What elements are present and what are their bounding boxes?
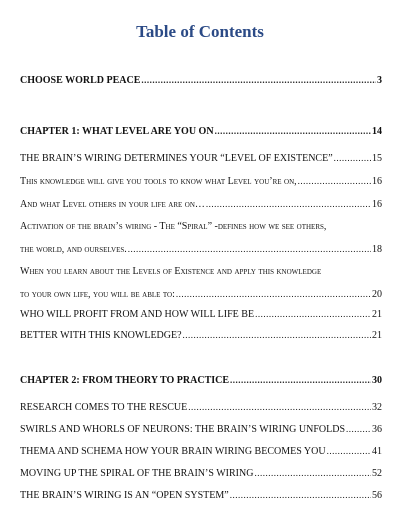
toc-entry-label: the world, and ourselves. bbox=[20, 244, 127, 255]
toc-page-number: 56 bbox=[372, 490, 382, 501]
toc-entry-label: MOVING UP THE SPIRAL OF THE BRAIN’S WIRING bbox=[20, 468, 254, 479]
toc-entry-activation-line-1[interactable] bbox=[20, 221, 382, 233]
toc-entry-label: WHO WILL PROFIT FROM AND HOW WILL LIFE BE bbox=[20, 309, 255, 320]
toc-entry-label: BETTER WITH THIS KNOWLEDGE? bbox=[20, 330, 182, 341]
toc-page-number: 36 bbox=[372, 424, 382, 435]
toc-entry-label: CHAPTER 1: WHAT LEVEL ARE YOU ON bbox=[20, 126, 214, 137]
toc-page-number: 16 bbox=[372, 176, 382, 187]
dot-leader bbox=[128, 243, 371, 255]
toc-entry-activation-line-2[interactable] bbox=[20, 243, 382, 256]
toc-entry-swirls-whorls[interactable] bbox=[20, 423, 382, 436]
toc-entry-chapter-1[interactable] bbox=[20, 125, 382, 138]
dot-leader bbox=[230, 489, 371, 501]
dot-leader bbox=[176, 288, 371, 300]
toc-entry-label: SWIRLS AND WHORLS OF NEURONS: THE BRAIN’S WIRING UNFOLDS bbox=[20, 424, 346, 435]
dot-leader bbox=[346, 423, 371, 435]
dot-leader bbox=[255, 308, 371, 320]
toc-entry-levels-line-2[interactable] bbox=[20, 288, 382, 301]
toc-entry-label: This knowledge will give you tools to know what Level you’re on, bbox=[20, 176, 297, 187]
toc-entry-levels-line-1[interactable] bbox=[20, 266, 382, 278]
toc-title: Table of Contents bbox=[136, 22, 264, 41]
toc-entry-label: CHAPTER 2: FROM THEORY TO PRACTICE bbox=[20, 375, 230, 386]
toc-page-number: 52 bbox=[372, 468, 382, 479]
dot-leader bbox=[188, 401, 371, 413]
toc-page-number: 14 bbox=[372, 126, 382, 137]
toc-entry-open-system[interactable] bbox=[20, 489, 382, 502]
dot-leader bbox=[183, 329, 371, 341]
toc-entry-label: And what Level others in your life are on… bbox=[20, 199, 205, 210]
dot-leader bbox=[254, 467, 371, 479]
toc-entry-label: Activation of the brain’s wiring - The “Spiral” -defines how we see others, bbox=[20, 221, 327, 232]
dot-leader bbox=[334, 152, 371, 164]
toc-entry-label: RESEARCH COMES TO THE RESCUE bbox=[20, 402, 188, 413]
toc-page-number: 41 bbox=[372, 446, 382, 457]
toc-entry-choose-world-peace[interactable] bbox=[20, 74, 382, 87]
toc-entry-moving-up-spiral[interactable] bbox=[20, 467, 382, 480]
toc-page-number: 16 bbox=[372, 199, 382, 210]
toc-entry-thema-schema[interactable] bbox=[20, 445, 382, 458]
toc-entry-who-will-profit[interactable] bbox=[20, 308, 382, 321]
toc-entry-research-rescue[interactable] bbox=[20, 401, 382, 414]
toc-entry-chapter-2[interactable] bbox=[20, 374, 382, 387]
toc-page-number: 21 bbox=[372, 309, 382, 320]
toc-page-number: 30 bbox=[372, 375, 382, 386]
dot-leader bbox=[206, 198, 371, 210]
toc-entry-label: THEMA AND SCHEMA HOW YOUR BRAIN WIRING BECOMES YOU bbox=[20, 446, 326, 457]
toc-page-number: 32 bbox=[372, 402, 382, 413]
dot-leader bbox=[141, 74, 376, 86]
dot-leader bbox=[215, 125, 371, 137]
toc-entry-label: to your own life, you will be able to: bbox=[20, 289, 175, 300]
toc-entry-brains-wiring-determines[interactable] bbox=[20, 152, 382, 165]
toc-entry-label: THE BRAIN’S WIRING IS AN “OPEN SYSTEM” bbox=[20, 490, 229, 501]
toc-page-number: 3 bbox=[377, 75, 382, 86]
toc-entry-label: CHOOSE WORLD PEACE bbox=[20, 75, 141, 86]
toc-page-number: 20 bbox=[372, 289, 382, 300]
toc-entry-what-level-others[interactable] bbox=[20, 198, 382, 211]
dot-leader bbox=[327, 445, 371, 457]
dot-leader bbox=[298, 175, 371, 187]
toc-page-number: 21 bbox=[372, 330, 382, 341]
dot-leader bbox=[230, 374, 371, 386]
toc-entry-label: When you learn about the Levels of Existence and apply this knowledge bbox=[20, 266, 322, 277]
toc-entry-label: THE BRAIN’S WIRING DETERMINES YOUR “LEVEL OF EXISTENCE” bbox=[20, 153, 333, 164]
toc-entry-knowledge-tools[interactable] bbox=[20, 175, 382, 188]
toc-entry-better-with-knowledge[interactable] bbox=[20, 329, 382, 342]
toc-page-number: 18 bbox=[372, 244, 382, 255]
toc-page-number: 15 bbox=[372, 153, 382, 164]
